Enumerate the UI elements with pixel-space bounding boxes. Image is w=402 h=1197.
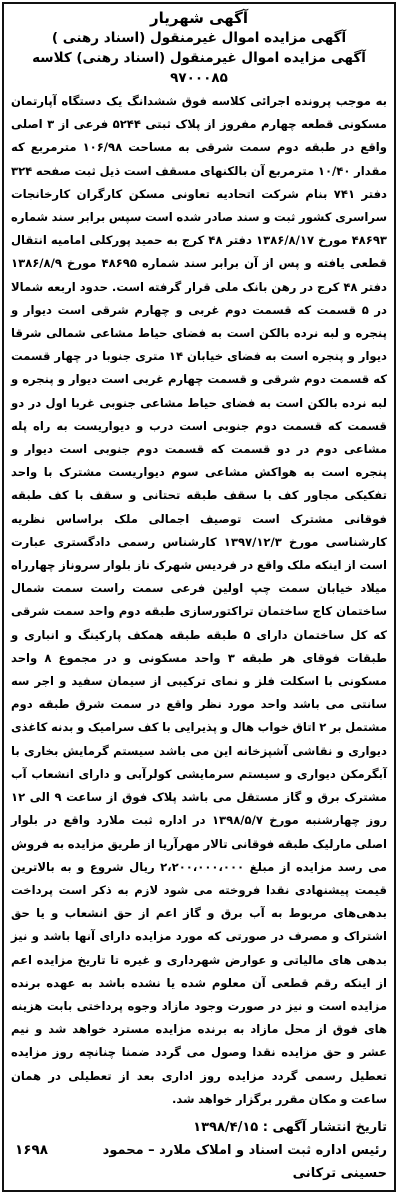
notice-body: به موجب پرونده اجرائی کلاسه فوق ششدانگ یک دستگاه آپارتمان مسکونی قطعه چهارم مفروز از پلاک ثبتی ۵۲۴۴ فرعی از ۳ اصلی واقع در طبقه دوم سمت شرقی به مساحت ۱۰۶/۹۸ مترمربع که مقدار ۱۰/۴۰ مترمربع آن بالکنهای مسقف است ذیل ثبت صفحه ۳۲۴ دفتر ۷۴۱ بنام شرکت اتحادیه تعاونی مسکن کارگران کارخانجات سراسری کشور ثبت و سند صادر شده است سپس برابر سند شماره ۴۸۶۹۳ مورخ ۱۳۸۶/۸/۱۷ دفتر ۴۸ کرج به حمید پورکلی امامیه انتقال قطعی یافته و پس از آن برابر سند شماره ۴۸۶۹۵ مورخ ۱۳۸۶/۸/۹ دفتر ۴۸ کرج در رهن بانک ملی قرار گرفته است. حدود اربعه شمالا در ۵ قسمت که قسمت دوم غربی و چهارم شرقی است دیوار و پنجره و لبه نرده بالکن است به فضای حیاط مشاعی شمالی شرقا دیوار و پنجره است به فضای خیابان ۱۴ متری جنوبا در چهار قسمت که قسمت دوم شرقی و قسمت چهارم غربی است دیوار و پنجره و لبه نرده بالکن است به فضای حیاط مشاعی جنوبی غربا اول در دو قسمت که قسمت دوم جنوبی است درب و دیواریست به راه پله مشاعی دوم در دو قسمت که قسمت دوم جنوبی است دیوار و پنجره است به هواکش مشاعی سوم دیواریست مشترک با واحد تفکیکی مجاور کف با سقف طبقه تحتانی و سقف با کف طبقه فوقانی مشترک است توصیف اجمالی ملک براساس نظریه کارشناسی مورخ ۱۳۹۷/۱۲/۳ کارشناس رسمی دادگستری عبارت است از اینکه ملک واقع در فردیس شهرک ناز بلوار سروناز چهارراه میلاد خیابان سمت چپ اولین فرعی سمت راست سمت شمال ساختمان کاج ساختمان تراکتورسازی طبقه دوم واحد سمت شرقی که کل ساختمان دارای ۵ طبقه طبقه همکف پارکینگ و انباری و طبقات فوقای هر طبقه ۳ واحد مسکونی و در مجموع ۸ واحد مسکونی با اسکلت فلز و نمای ترکیبی از سیمان سفید و اجر سه سانتی می باشد واحد مورد نظر واقع در سمت شرق طبقه دوم مشتمل بر ۲ اتاق خواب هال و پذیرایی با کف سرامیک و بدنه کاغذی دیواری و نقاشی آشپزخانه این می باشد سیستم گرمایش بخاری با آبگرمکن دیواری و سیستم سرمایشی کولرآبی و دارای انشعاب آب مشترک برق و گاز مستقل می باشد پلاک فوق از ساعت ۹ الی ۱۲ روز چهارشنبه مورخ ۱۳۹۸/۵/۷ در اداره ثبت ملارد واقع در بلوار اصلی مارلیک طبقه فوقانی تالار مهرآریا از طریق مزایده به فروش می رسد مزایده از مبلغ ۲،۲۰۰،۰۰۰،۰۰۰ ریال شروع و به بالاترین قیمت پیشنهادی نقدا فروخته می شود لازم به ذکر است پرداخت بدهی‌های مربوط به آب برق و گاز اعم از حق انشعاب و یا حق اشتراک و مصرف در صورتی که مورد مزایده دارای آنها باشد و نیز بدهی های مالیاتی و عوارض شهرداری و غیره تا تاریخ مزایده اعم از اینکه رقم قطعی آن معلوم شده یا نشده باشد به عهده برنده مزایده است و نیز در صورت وجود مازاد وجوه پرداختی بابت هزینه های فوق از محل مازاد به برنده مزایده مسترد خواهد شد و نیم عشر و حق مزایده نقدا وصول می گردد ضمنا چنانچه روز مزایده تعطیل رسمی گردد مزایده روز اداری بعد از تعطیلی در همان ساعت و مکان مقرر برگزار خواهد شد. (11, 94, 388, 1106)
signature-row (11, 1139, 387, 1185)
notice-content (11, 8, 387, 1186)
notice-subheading: آگهی مزایده اموال غیرمنقول (اسناد رهنی ) (51, 30, 347, 46)
notice-class-line: آگهی مزایده اموال غیرمنقول (اسناد رهنی) کلاسه ۹۷۰۰۰۸۵ (32, 50, 366, 86)
signature: رئیس اداره ثبت اسناد و املاک ملارد – محمود حسینی ترکانی (102, 1142, 387, 1181)
notice-code: ۱۶۹۸ (15, 1141, 48, 1158)
notice-frame (2, 2, 396, 1192)
notice-heading: آگهی شهریار (149, 9, 249, 27)
publish-date: تاریخ انتشار آگهی : ۱۳۹۸/۴/۱۵ (193, 1119, 387, 1135)
